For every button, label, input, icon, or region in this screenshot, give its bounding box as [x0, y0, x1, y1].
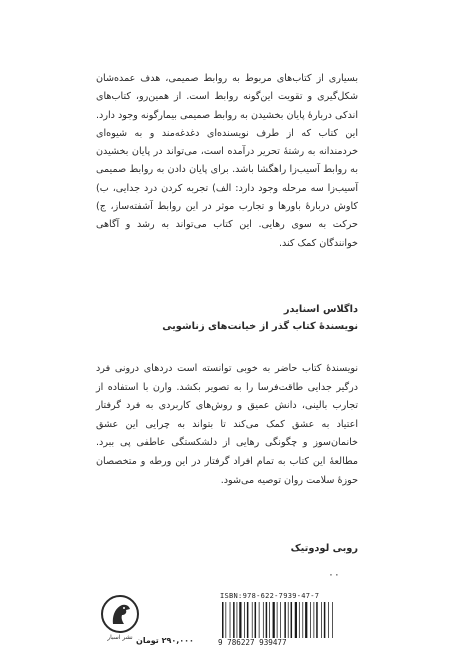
quote-mark: ۰۰	[328, 568, 340, 581]
barcode-bar	[269, 602, 270, 638]
barcode-bar	[277, 602, 278, 638]
barcode-bar	[302, 602, 303, 638]
review-author-name-2: روبی لودوتیک	[290, 543, 358, 554]
review-author-name-1: داگلاس اسنایدر	[283, 304, 358, 315]
back-cover-footer	[100, 592, 362, 650]
barcode-digits: 9 786227 939477	[218, 638, 287, 647]
barcode-bar	[230, 602, 231, 638]
barcode-bar	[266, 602, 268, 638]
barcode-bar	[273, 602, 275, 638]
barcode-bar	[295, 602, 297, 638]
review-paragraph-2: نویسندهٔ کتاب حاضر به خوبی توانسته است دردهای درونی فرد درگیر جدایی طاقت‌فرسا را به تصویر بکشد. وارن با استفاده از تجارب بالینی، دانش عمیق و روش‌های کاربردی به فرد گرفتار اعتیاد به عشق کمک می‌کند تا بتواند به چرایی این عشق خانمان‌سوز و چگونگی رهایی از دلشکستگی عاطفی پی ببرد. مطالعهٔ این کتاب به تمام افراد گرفتار در این ورطه و متخصصان حوزهٔ سلامت روان توصیه می‌شود.	[96, 363, 358, 486]
barcode-bar	[225, 602, 226, 638]
barcode-bar	[237, 602, 238, 638]
isbn-label: ISBN:978-622-7939-47-7	[220, 592, 320, 600]
barcode-bar	[222, 602, 224, 638]
barcode-bar	[299, 602, 300, 638]
barcode-bar	[284, 602, 286, 638]
barcode-bar	[314, 602, 315, 638]
barcode-bar	[259, 602, 260, 638]
review-author-title-1: نویسندهٔ کتاب گذر از خیانت‌های زناشویی	[162, 321, 358, 332]
barcode-bar	[324, 602, 326, 638]
publisher-name: نشر اسبار	[107, 634, 133, 641]
barcode-bar	[233, 602, 235, 638]
barcode-bar	[332, 602, 333, 638]
barcode-bar	[310, 602, 311, 638]
barcode-bar	[305, 602, 307, 638]
review-paragraph-1: بسیاری از کتاب‌های مربوط به روابط صمیمی، هدف عمده‌شان شکل‌گیری و تقویت این‌گونه روابط است. از همین‌رو، کتاب‌های اندکی دربارهٔ پایان بخشیدن به روابط صمیمی بیمارگونه وجود دارد. این کتاب که از طرف نویسنده‌ای دغدغه‌مند و به شیوه‌ای خردمندانه به رشتهٔ تحریر درآمده است، می‌تواند در پایان بخشیدن به روابط آسیب‌زا راهگشا باشد. برای پایان دادن به روابط صمیمی آسیب‌زا سه مرحله وجود دارد: الف) تجربه کردن درد جدایی، ب) کاوش دربارهٔ باورها و تجارب موثر در این روابط آشفته‌ساز، ج) حرکت به سوی رهایی. این کتاب می‌تواند به رشد و آگاهی خوانندگان کمک کند.	[96, 73, 358, 249]
price-label: ۲۹۰,۰۰۰ تومان	[136, 636, 194, 645]
barcode-bar	[291, 602, 293, 638]
barcode-bar	[239, 602, 241, 638]
barcode-bar	[328, 602, 329, 638]
barcode-bar	[252, 602, 253, 638]
horse-head-logo-icon	[100, 594, 140, 638]
barcode-bar	[244, 602, 245, 638]
barcode-bar	[316, 602, 318, 638]
barcode-bar	[255, 602, 256, 638]
barcode	[220, 602, 358, 638]
barcode-bar	[247, 602, 249, 638]
barcode-bar	[280, 602, 281, 638]
barcode-bar	[263, 602, 264, 638]
barcode-bar	[288, 602, 289, 638]
barcode-bar	[321, 602, 322, 638]
